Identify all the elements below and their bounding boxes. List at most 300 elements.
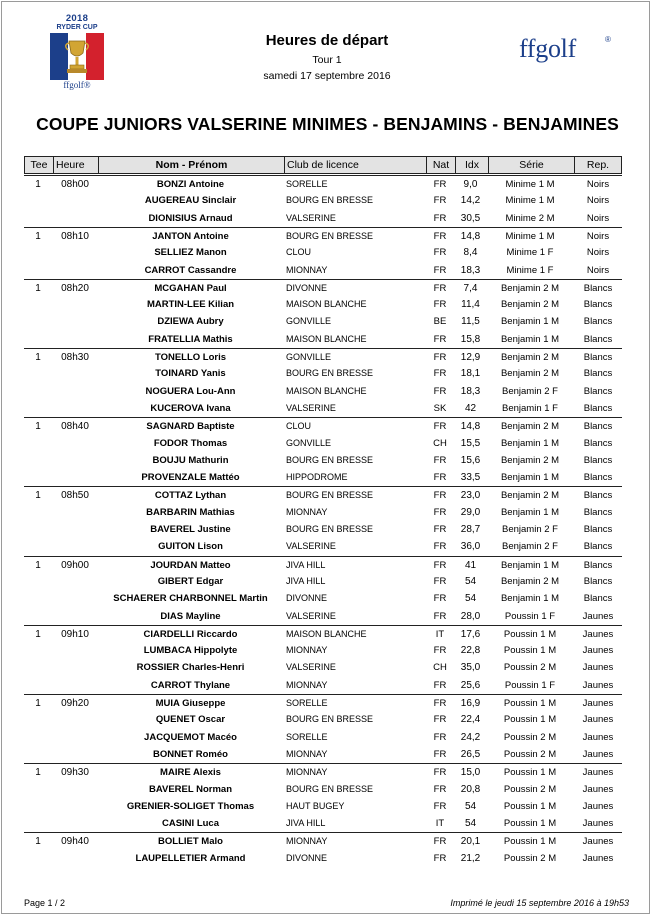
time-cell: 09h20: [61, 698, 89, 709]
time-cell: 09h40: [61, 836, 89, 848]
nationality: FR: [433, 212, 447, 224]
tee-marker: Blancs: [583, 368, 613, 380]
series: Benjamin 2 F: [502, 541, 558, 553]
handicap-index: 20,1: [460, 836, 481, 848]
tee-cell: 1: [35, 836, 41, 848]
series: Benjamin 1 M: [500, 437, 560, 449]
tee-cell: 1: [35, 230, 41, 242]
handicap-index: 14,8: [460, 230, 481, 242]
series: Poussin 1 M: [503, 628, 557, 640]
club-name: BOURG EN BRESSE: [286, 195, 374, 206]
player-name: JACQUEMOT Macéo: [144, 731, 237, 743]
series: Benjamin 1 F: [502, 402, 558, 414]
player-name: GRENIER-SOLIGET Thomas: [126, 800, 255, 812]
club-name: BOURG EN BRESSE: [286, 454, 374, 465]
series: Poussin 1 M: [503, 800, 557, 812]
nationality: FR: [433, 506, 447, 518]
tee-marker: Blancs: [583, 385, 613, 397]
table-row: [24, 504, 622, 521]
series: Minime 1 F: [506, 247, 554, 259]
time-cell: 08h20: [61, 282, 89, 294]
handicap-index: 54: [464, 800, 477, 812]
series: Minime 1 M: [505, 195, 555, 207]
table-row: [24, 348, 622, 365]
club-name: BOURG EN BRESSE: [286, 490, 374, 501]
player-name: PROVENZALE Mattéo: [141, 472, 240, 484]
nationality: FR: [433, 679, 447, 691]
handicap-index: 54: [464, 575, 477, 587]
handicap-index: 8,4: [463, 247, 478, 259]
tee-marker: Noirs: [586, 230, 610, 242]
tee-marker: Jaunes: [582, 748, 614, 760]
table-row: [24, 262, 622, 279]
table-row: [24, 400, 622, 417]
series: Poussin 2 M: [503, 852, 557, 864]
handicap-index: 23,0: [460, 490, 481, 502]
tee-cell: 1: [35, 490, 41, 502]
ryder-cup-trophy-icon: [50, 33, 104, 80]
series: Poussin 1 F: [504, 610, 556, 622]
club-name: SORELLE: [286, 179, 328, 189]
table-row: [24, 210, 622, 227]
table-row: [24, 331, 622, 348]
series: Poussin 2 M: [503, 783, 557, 795]
col-idx: Idx: [455, 157, 488, 173]
tee-marker: Blancs: [583, 575, 613, 587]
club-name: BOURG EN BRESSE: [286, 368, 374, 379]
tee-marker: Noirs: [586, 195, 610, 207]
handicap-index: 22,4: [460, 714, 481, 726]
date-label: samedi 17 septembre 2016: [263, 70, 391, 82]
table-row: [24, 590, 622, 607]
tee-marker: Jaunes: [582, 714, 614, 726]
series: Benjamin 2 M: [500, 282, 560, 294]
handicap-index: 36,0: [460, 541, 481, 553]
tee-cell: 1: [35, 282, 41, 294]
player-name: BAVEREL Justine: [150, 524, 231, 535]
club-name: MIONNAY: [286, 767, 328, 778]
tee-marker: Jaunes: [582, 731, 614, 743]
nationality: FR: [433, 264, 447, 276]
tee-marker: Jaunes: [582, 610, 614, 622]
handicap-index: 35,0: [460, 662, 481, 674]
col-tee: Tee: [30, 159, 48, 171]
club-name: MIONNAY: [286, 679, 328, 690]
player-name: BOUJU Mathurin: [152, 454, 229, 466]
series: Benjamin 1 M: [500, 472, 560, 484]
nationality: FR: [433, 247, 447, 259]
tee-marker: Blancs: [583, 454, 613, 466]
handicap-index: 28,7: [460, 524, 481, 535]
series: Benjamin 1 M: [500, 316, 560, 328]
handicap-index: 11,4: [461, 299, 480, 311]
club-name: VALSERINE: [286, 662, 336, 673]
handicap-index: 42: [464, 402, 477, 414]
handicap-index: 28,0: [460, 610, 481, 622]
handicap-index: 54: [464, 593, 477, 605]
table-row: [24, 711, 622, 728]
table-row: [24, 729, 622, 746]
table-row: [24, 677, 622, 694]
nationality: FR: [433, 490, 447, 502]
nationality: FR: [433, 524, 447, 535]
tee-cell: 1: [35, 767, 41, 779]
nationality: FR: [433, 179, 447, 190]
player-name: BOLLIET Malo: [158, 836, 223, 848]
table-row: [24, 642, 622, 659]
series: Benjamin 2 M: [500, 368, 560, 380]
nationality: FR: [433, 698, 447, 709]
time-cell: 09h10: [61, 628, 89, 640]
tee-marker: Blancs: [583, 316, 613, 328]
col-nat: Nat: [426, 157, 455, 173]
tee-marker: Jaunes: [582, 836, 614, 848]
tee-cell: 1: [35, 352, 41, 363]
tee-marker: Jaunes: [582, 783, 614, 795]
club-name: MIONNAY: [286, 264, 328, 275]
handicap-index: 15,0: [460, 767, 481, 779]
player-name: GUITON Lison: [158, 541, 223, 553]
competition-title: COUPE JUNIORS VALSERINE MINIMES - BENJAMINS - BENJAMINES: [36, 114, 619, 134]
table-row: [24, 244, 622, 261]
nationality: FR: [433, 230, 447, 242]
player-name: LAUPELLETIER Armand: [135, 852, 246, 864]
club-name: BOURG EN BRESSE: [286, 783, 374, 794]
player-name: MUIA Giuseppe: [155, 698, 226, 709]
nationality: BE: [433, 316, 447, 328]
tee-marker: Jaunes: [582, 645, 614, 657]
series: Poussin 1 F: [504, 679, 556, 691]
time-cell: 09h30: [61, 767, 89, 779]
player-name: QUENET Oscar: [155, 714, 226, 726]
tee-marker: Blancs: [583, 506, 613, 518]
tee-marker: Noirs: [586, 264, 610, 276]
series: Poussin 2 M: [503, 731, 557, 743]
table-row: [24, 435, 622, 452]
tee-marker: Blancs: [583, 421, 613, 433]
series: Minime 1 M: [505, 179, 555, 190]
tee-cell: 1: [35, 559, 41, 571]
player-name: CASINI Luca: [161, 818, 219, 830]
col-nom: Nom - Prénom: [98, 157, 284, 173]
series: Poussin 1 M: [503, 767, 557, 779]
handicap-index: 24,2: [460, 731, 481, 743]
nationality: FR: [433, 748, 447, 760]
tee-marker: Jaunes: [582, 698, 614, 709]
tee-marker: Jaunes: [582, 800, 614, 812]
tee-marker: Blancs: [583, 437, 613, 449]
nationality: FR: [433, 352, 447, 363]
time-cell: 09h00: [61, 559, 89, 571]
table-row: [24, 383, 622, 400]
tee-marker: Jaunes: [582, 628, 614, 640]
tee-marker: Blancs: [583, 524, 613, 535]
document-page: [1, 1, 650, 914]
handicap-index: 25,6: [460, 679, 481, 691]
table-row: [24, 573, 622, 590]
handicap-index: 33,5: [460, 472, 481, 484]
nationality: FR: [433, 731, 447, 743]
player-name: FODOR Thomas: [153, 437, 228, 449]
tee-marker: Jaunes: [582, 679, 614, 691]
table-row: [24, 192, 622, 209]
tee-marker: Blancs: [583, 472, 613, 484]
club-name: MIONNAY: [286, 645, 328, 656]
table-row: [24, 227, 622, 244]
handicap-index: 22,8: [460, 645, 481, 657]
logo-event: RYDER CUP: [56, 24, 98, 31]
table-row: [24, 763, 622, 780]
club-name: HIPPODROME: [286, 472, 348, 483]
club-name: SORELLE: [286, 731, 328, 742]
page-title: Heures de départ: [265, 32, 389, 49]
nationality: FR: [433, 593, 447, 605]
nationality: FR: [433, 610, 447, 622]
handicap-index: 9,0: [463, 179, 478, 190]
tee-marker: Blancs: [583, 490, 613, 502]
tee-marker: Blancs: [583, 333, 613, 345]
club-name: VALSERINE: [286, 541, 336, 552]
table-row: [24, 694, 622, 711]
player-name: SCHAERER CHARBONNEL Martin: [113, 593, 268, 605]
table-row: [24, 469, 622, 486]
club-name: BOURG EN BRESSE: [286, 524, 374, 534]
club-name: GONVILLE: [286, 316, 332, 327]
club-name: CLOU: [286, 421, 312, 432]
handicap-index: 15,5: [460, 437, 481, 449]
nationality: FR: [433, 559, 447, 571]
series: Benjamin 1 M: [500, 333, 560, 345]
series: Poussin 1 M: [503, 698, 557, 709]
nationality: FR: [433, 767, 447, 779]
round-label: Tour 1: [312, 54, 342, 66]
nationality: FR: [433, 800, 447, 812]
page-number: Page 1 / 2: [24, 898, 66, 908]
player-name: BARBARIN Mathias: [146, 506, 235, 518]
tee-marker: Jaunes: [582, 767, 614, 779]
series: Poussin 2 M: [503, 662, 557, 674]
table-row: [24, 538, 622, 555]
club-name: HAUT BUGEY: [286, 800, 345, 811]
handicap-index: 7,4: [463, 282, 478, 294]
series: Benjamin 2 M: [500, 490, 560, 502]
table-header: [24, 156, 622, 174]
series: Benjamin 2 M: [500, 421, 560, 433]
club-name: DIVONNE: [286, 852, 328, 863]
handicap-index: 18,3: [460, 385, 481, 397]
table-row: [24, 798, 622, 815]
table-row: [24, 832, 622, 849]
club-name: MAISON BLANCHE: [286, 299, 367, 310]
tee-cell: 1: [35, 179, 41, 190]
player-name: LUMBACA Hippolyte: [143, 645, 238, 657]
player-name: CIARDELLI Riccardo: [143, 628, 238, 640]
tee-marker: Jaunes: [582, 662, 614, 674]
nationality: IT: [435, 628, 445, 640]
club-name: MIONNAY: [286, 836, 328, 847]
logo-brand: ffgolf®: [63, 80, 91, 90]
nationality: FR: [433, 421, 447, 433]
series: Poussin 1 M: [503, 836, 557, 848]
col-serie: Série: [488, 157, 574, 173]
club-name: VALSERINE: [286, 610, 336, 621]
series: Poussin 1 M: [503, 714, 557, 726]
player-name: SAGNARD Baptiste: [146, 421, 235, 433]
table-row: [24, 781, 622, 798]
club-name: BOURG EN BRESSE: [286, 714, 374, 725]
nationality: FR: [433, 385, 447, 397]
player-name: CARROT Thylane: [150, 679, 231, 691]
player-name: MARTIN-LEE Kilian: [146, 299, 235, 311]
series: Minime 1 M: [505, 230, 555, 242]
handicap-index: 26,5: [460, 748, 481, 760]
nationality: FR: [433, 333, 447, 345]
club-name: SORELLE: [286, 698, 328, 708]
time-cell: 08h10: [61, 230, 89, 242]
nationality: IT: [435, 818, 445, 830]
club-name: GONVILLE: [286, 437, 332, 448]
series: Benjamin 1 M: [500, 593, 560, 605]
handicap-index: 16,9: [460, 698, 481, 709]
table-row: [24, 279, 622, 296]
table-row: [24, 365, 622, 382]
series: Benjamin 2 M: [500, 352, 560, 363]
series: Benjamin 2 M: [500, 454, 560, 466]
nationality: CH: [433, 437, 447, 449]
handicap-index: 15,8: [460, 333, 481, 345]
nationality: FR: [433, 852, 447, 864]
player-name: DZIEWA Aubry: [157, 316, 224, 328]
handicap-index: 54: [464, 818, 477, 830]
table-row: [24, 313, 622, 330]
player-name: SELLIEZ Manon: [154, 247, 227, 259]
player-name: DIONISIUS Arnaud: [148, 212, 233, 224]
nationality: FR: [433, 836, 447, 848]
series: Benjamin 2 F: [502, 385, 558, 397]
nationality: FR: [433, 714, 447, 726]
handicap-index: 14,2: [460, 195, 481, 207]
tee-marker: Blancs: [583, 282, 613, 294]
handicap-index: 17,6: [460, 628, 481, 640]
col-club: Club de licence: [284, 157, 426, 173]
series: Benjamin 2 M: [500, 575, 560, 587]
nationality: FR: [433, 195, 447, 207]
tee-marker: Noirs: [586, 212, 610, 224]
series: Benjamin 1 M: [500, 506, 560, 518]
table-row: [24, 452, 622, 469]
club-name: MIONNAY: [286, 748, 328, 759]
club-name: JIVA HILL: [286, 818, 326, 829]
tee-marker: Noirs: [586, 179, 610, 190]
tee-marker: Blancs: [583, 299, 613, 311]
series: Benjamin 2 M: [500, 299, 560, 311]
table-row: [24, 521, 622, 538]
tee-cell: 1: [35, 421, 41, 433]
col-heure: Heure: [53, 157, 98, 173]
club-name: MIONNAY: [286, 506, 328, 517]
player-name: NOGUERA Lou-Ann: [145, 385, 236, 397]
time-cell: 08h40: [61, 421, 89, 433]
player-name: TONELLO Loris: [154, 352, 227, 363]
tee-marker: Blancs: [583, 402, 613, 414]
table-row: [24, 417, 622, 434]
table-row: [24, 659, 622, 676]
nationality: SK: [433, 402, 447, 414]
series: Minime 2 M: [505, 212, 555, 224]
series: Minime 1 F: [506, 264, 554, 276]
handicap-index: 18,1: [460, 368, 481, 380]
player-name: JANTON Antoine: [152, 230, 229, 242]
series: Poussin 1 M: [503, 818, 557, 830]
club-name: MAISON BLANCHE: [286, 333, 367, 344]
table-row: [24, 608, 622, 625]
table-row: [24, 175, 622, 192]
series: Poussin 2 M: [503, 748, 557, 760]
nationality: CH: [433, 662, 447, 674]
tee-cell: 1: [35, 698, 41, 709]
nationality: FR: [433, 472, 447, 484]
handicap-index: 12,9: [460, 352, 481, 363]
player-name: FRATELLIA Mathis: [148, 333, 233, 345]
tee-marker: Noirs: [586, 247, 610, 259]
handicap-index: 11,5: [461, 316, 480, 328]
player-name: JOURDAN Matteo: [150, 559, 231, 571]
player-name: GIBERT Edgar: [157, 575, 224, 587]
club-name: JIVA HILL: [286, 559, 326, 570]
player-name: MCGAHAN Paul: [154, 282, 227, 294]
player-name: BONZI Antoine: [156, 179, 225, 190]
nationality: FR: [433, 454, 447, 466]
player-name: MAIRE Alexis: [160, 767, 221, 779]
table-row: [24, 746, 622, 763]
nationality: FR: [433, 575, 447, 587]
tee-marker: Jaunes: [582, 852, 614, 864]
handicap-index: 21,2: [460, 852, 481, 864]
club-name: VALSERINE: [286, 212, 336, 223]
time-cell: 08h00: [61, 179, 89, 190]
table-row: [24, 486, 622, 503]
club-name: MAISON BLANCHE: [286, 628, 367, 639]
club-name: DIVONNE: [286, 282, 328, 293]
time-cell: 08h30: [61, 352, 89, 363]
nationality: FR: [433, 645, 447, 657]
tee-marker: Blancs: [583, 593, 613, 605]
handicap-index: 18,3: [460, 264, 481, 276]
player-name: COTTAZ Lythan: [154, 490, 227, 502]
club-name: BOURG EN BRESSE: [286, 230, 374, 241]
nationality: FR: [433, 282, 447, 294]
club-name: CLOU: [286, 247, 312, 258]
handicap-index: 15,6: [460, 454, 481, 466]
tee-marker: Blancs: [583, 559, 613, 571]
player-name: ROSSIER Charles-Henri: [136, 662, 245, 674]
handicap-index: 14,8: [460, 421, 481, 433]
series: Benjamin 1 M: [500, 559, 560, 571]
tee-marker: Blancs: [583, 352, 613, 363]
table-row: [24, 815, 622, 832]
tee-marker: Blancs: [583, 541, 613, 553]
handicap-index: 30,5: [460, 212, 481, 224]
table-row: [24, 625, 622, 642]
handicap-index: 41: [464, 559, 477, 571]
tee-cell: 1: [35, 628, 41, 640]
club-name: VALSERINE: [286, 402, 336, 413]
table-row: [24, 556, 622, 573]
club-name: JIVA HILL: [286, 575, 326, 586]
player-name: DIAS Mayline: [160, 610, 221, 622]
time-cell: 08h50: [61, 490, 89, 502]
printed-timestamp: Imprimé le jeudi 15 septembre 2016 à 19h53: [450, 898, 629, 908]
